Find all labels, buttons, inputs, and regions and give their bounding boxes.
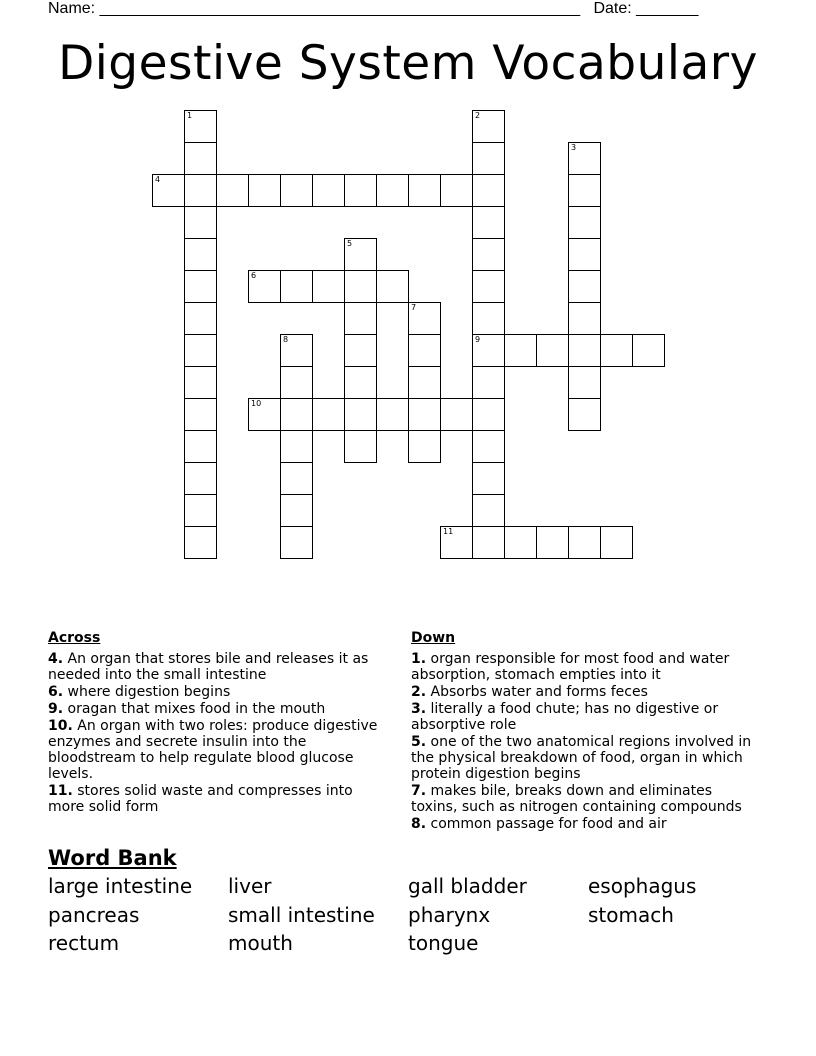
crossword-cell[interactable] <box>472 366 505 399</box>
crossword-cell[interactable] <box>280 398 313 431</box>
crossword-cell[interactable] <box>184 110 217 143</box>
crossword-cell[interactable] <box>568 302 601 335</box>
clue-number: 8. <box>411 816 427 832</box>
crossword-cell[interactable] <box>472 526 505 559</box>
clue-text: An organ that stores bile and releases it as needed into the small intestine <box>48 651 369 683</box>
crossword-cell[interactable] <box>184 270 217 303</box>
page-title: Digestive System Vocabulary <box>58 36 758 91</box>
crossword-cell[interactable] <box>184 142 217 175</box>
down-clues <box>411 630 761 833</box>
crossword-cell[interactable] <box>344 366 377 399</box>
crossword-cell[interactable] <box>312 398 345 431</box>
clue-text: An organ with two roles: produce digestive enzymes and secrete insulin into the bloodstream to help regulate blood glucose levels. <box>48 718 378 782</box>
crossword-cell[interactable] <box>280 334 313 367</box>
crossword-cell[interactable] <box>472 334 505 367</box>
crossword-cell[interactable] <box>376 270 409 303</box>
down-clue <box>411 783 761 815</box>
crossword-cell[interactable] <box>408 398 441 431</box>
clue-number: 6 <box>251 271 257 280</box>
across-clue <box>48 718 393 782</box>
crossword-cell[interactable] <box>472 430 505 463</box>
crossword-cell[interactable] <box>280 430 313 463</box>
clue-number: 9. <box>48 701 64 717</box>
crossword-cell[interactable] <box>472 142 505 175</box>
word-bank-word: stomach <box>588 903 674 927</box>
crossword-cell[interactable] <box>568 174 601 207</box>
crossword-cell[interactable] <box>472 494 505 527</box>
down-clue <box>411 651 761 683</box>
word-bank-word: rectum <box>48 931 120 955</box>
date-field[interactable]: _______ <box>636 0 699 17</box>
crossword-cell[interactable] <box>344 174 377 207</box>
crossword-cell[interactable] <box>568 270 601 303</box>
down-clue <box>411 816 761 832</box>
clue-text: common passage for food and air <box>426 816 667 832</box>
crossword-cell[interactable] <box>376 174 409 207</box>
crossword-cell[interactable] <box>184 366 217 399</box>
word-bank-title: Word Bank <box>48 846 177 870</box>
clue-number: 7 <box>411 303 417 312</box>
clue-number: 9 <box>475 335 481 344</box>
date-label: Date: <box>593 0 632 17</box>
name-field[interactable]: ______________________________________________________ <box>99 0 581 17</box>
word-bank-word: large intestine <box>48 874 193 898</box>
crossword-cell[interactable] <box>344 270 377 303</box>
crossword-cell[interactable] <box>280 494 313 527</box>
clue-number: 5 <box>347 239 353 248</box>
crossword-cell[interactable] <box>408 334 441 367</box>
clue-number: 3. <box>411 701 427 717</box>
crossword-cell[interactable] <box>248 270 281 303</box>
clue-number: 8 <box>283 335 289 344</box>
crossword-cell[interactable] <box>184 494 217 527</box>
crossword-cell[interactable] <box>472 174 505 207</box>
crossword-cell[interactable] <box>344 302 377 335</box>
clue-text: organ responsible for most food and water absorption, stomach empties into it <box>411 651 730 683</box>
clue-text: one of the two anatomical regions involved in the physical breakdown of food, organ in which protein digestion begins <box>411 734 752 782</box>
crossword-cell[interactable] <box>184 302 217 335</box>
crossword-cell[interactable] <box>568 366 601 399</box>
crossword-cell[interactable] <box>280 366 313 399</box>
crossword-cell[interactable] <box>408 366 441 399</box>
across-clues <box>48 630 393 816</box>
word-bank-word: pharynx <box>408 903 491 927</box>
crossword-cell[interactable] <box>600 526 633 559</box>
crossword-cell[interactable] <box>440 526 473 559</box>
crossword-cell[interactable] <box>568 142 601 175</box>
crossword-cell[interactable] <box>536 526 569 559</box>
crossword-cell[interactable] <box>280 462 313 495</box>
crossword-cell[interactable] <box>472 462 505 495</box>
across-heading: Across <box>48 630 101 646</box>
word-bank-word: small intestine <box>228 903 375 927</box>
crossword-cell[interactable] <box>184 526 217 559</box>
word-bank-word: liver <box>228 874 272 898</box>
crossword-cell[interactable] <box>568 526 601 559</box>
crossword-cell[interactable] <box>472 206 505 239</box>
word-bank-word: gall bladder <box>408 874 527 898</box>
crossword-cell[interactable] <box>408 430 441 463</box>
clue-number: 1. <box>411 651 427 667</box>
crossword-cell[interactable] <box>280 174 313 207</box>
crossword-cell[interactable] <box>184 462 217 495</box>
crossword-cell[interactable] <box>504 334 537 367</box>
crossword-cell[interactable] <box>472 398 505 431</box>
down-clue <box>411 684 761 700</box>
clue-text: stores solid waste and compresses into more solid form <box>48 783 353 815</box>
crossword-cell[interactable] <box>472 110 505 143</box>
clue-number: 4. <box>48 651 64 667</box>
crossword-cell[interactable] <box>152 174 185 207</box>
name-label: Name: <box>48 0 96 17</box>
clue-number: 2. <box>411 684 427 700</box>
across-clue <box>48 783 393 815</box>
clue-text: Absorbs water and forms feces <box>426 684 648 700</box>
clue-number: 6. <box>48 684 64 700</box>
word-bank-word: esophagus <box>588 874 697 898</box>
crossword-cell[interactable] <box>280 526 313 559</box>
crossword-cell[interactable] <box>184 398 217 431</box>
crossword-cell[interactable] <box>408 174 441 207</box>
across-clue <box>48 651 393 683</box>
crossword-cell[interactable] <box>632 334 665 367</box>
crossword-cell[interactable] <box>344 398 377 431</box>
crossword-cell[interactable] <box>568 206 601 239</box>
clue-text: oragan that mixes food in the mouth <box>63 701 326 717</box>
crossword-cell[interactable] <box>184 174 217 207</box>
clue-number: 2 <box>475 111 481 120</box>
crossword-cell[interactable] <box>248 174 281 207</box>
clue-text: literally a food chute; has no digestive or absorptive role <box>411 701 719 733</box>
crossword-cell[interactable] <box>344 430 377 463</box>
crossword-cell[interactable] <box>344 238 377 271</box>
down-heading: Down <box>411 630 456 646</box>
crossword-cell[interactable] <box>376 398 409 431</box>
clue-number: 11 <box>443 527 454 536</box>
crossword-cell[interactable] <box>440 174 473 207</box>
crossword-cell[interactable] <box>568 238 601 271</box>
crossword-cell[interactable] <box>344 334 377 367</box>
clue-number: 4 <box>155 175 161 184</box>
crossword-cell[interactable] <box>536 334 569 367</box>
word-bank-word: mouth <box>228 931 293 955</box>
clue-text: makes bile, breaks down and eliminates toxins, such as nitrogen containing compounds <box>411 783 742 815</box>
crossword-cell[interactable] <box>184 430 217 463</box>
crossword-cell[interactable] <box>440 398 473 431</box>
word-bank-word: pancreas <box>48 903 140 927</box>
crossword-cell[interactable] <box>472 270 505 303</box>
clue-number: 10 <box>251 399 262 408</box>
crossword-cell[interactable] <box>568 334 601 367</box>
crossword-cell[interactable] <box>184 238 217 271</box>
crossword-cell[interactable] <box>472 238 505 271</box>
clue-number: 3 <box>571 143 577 152</box>
crossword-cell[interactable] <box>504 526 537 559</box>
clue-number: 7. <box>411 783 427 799</box>
crossword-cell[interactable] <box>568 398 601 431</box>
clue-number: 5. <box>411 734 427 750</box>
crossword-cell[interactable] <box>472 302 505 335</box>
down-clue <box>411 734 761 782</box>
across-clue <box>48 701 393 717</box>
crossword-cell[interactable] <box>600 334 633 367</box>
clue-text: where digestion begins <box>63 684 231 700</box>
crossword-cell[interactable] <box>280 270 313 303</box>
across-clue <box>48 684 393 700</box>
crossword-cell[interactable] <box>408 302 441 335</box>
down-clue <box>411 701 761 733</box>
crossword-cell[interactable] <box>248 398 281 431</box>
clue-number: 1 <box>187 111 193 120</box>
crossword-cell[interactable] <box>216 174 249 207</box>
crossword-cell[interactable] <box>312 174 345 207</box>
clue-number: 10. <box>48 718 73 734</box>
crossword-cell[interactable] <box>184 334 217 367</box>
crossword-cell[interactable] <box>312 270 345 303</box>
word-bank-word: tongue <box>408 931 479 955</box>
crossword-cell[interactable] <box>184 206 217 239</box>
clue-number: 11. <box>48 783 73 799</box>
